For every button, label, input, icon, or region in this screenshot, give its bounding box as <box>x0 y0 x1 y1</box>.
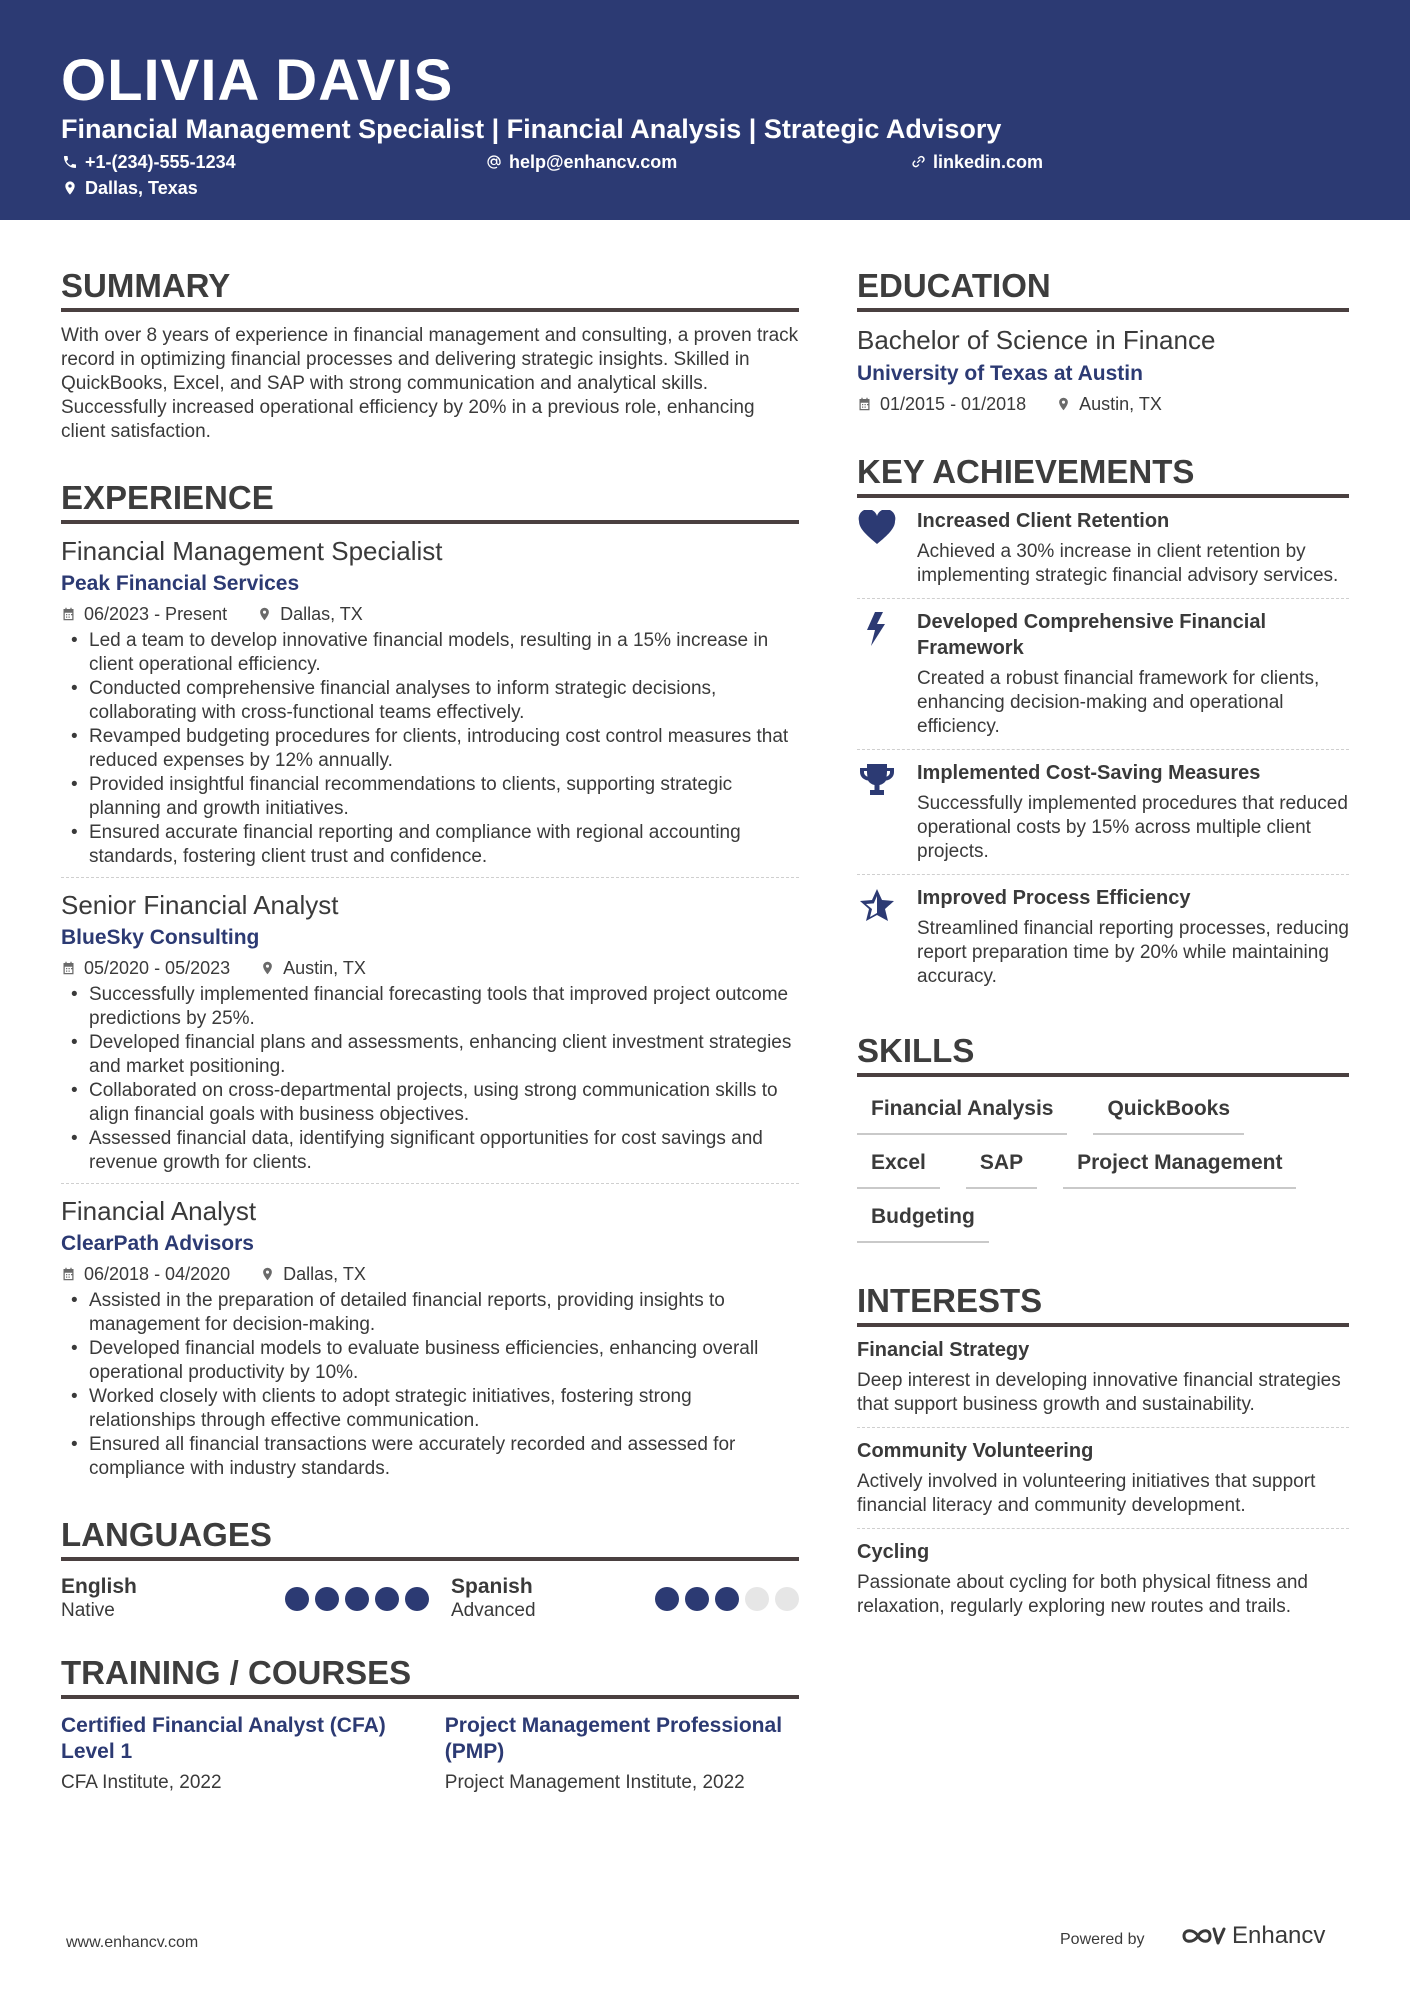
location-pin-icon <box>260 1266 275 1282</box>
rating-dot-filled <box>685 1587 709 1611</box>
job-entry <box>61 878 799 1184</box>
rating-dot-filled <box>375 1587 399 1611</box>
contact-linkedin[interactable] <box>910 151 1043 173</box>
rating-dot-empty <box>775 1587 799 1611</box>
achievement-title: Developed Comprehensive Financial Framework <box>917 611 1266 659</box>
job-entry <box>61 524 799 878</box>
interest-title: Cycling <box>857 1541 930 1563</box>
calendar-icon <box>857 396 872 412</box>
interest-desc: Deep interest in developing innovative financial strategies that support business growth and sustainability. <box>857 1370 1341 1415</box>
achievement-title: Improved Process Efficiency <box>917 887 1191 909</box>
bolt-icon <box>857 611 897 647</box>
language-item <box>451 1575 799 1623</box>
trophy-icon <box>857 762 897 798</box>
skill-tag: QuickBooks <box>1093 1095 1244 1135</box>
footer-url[interactable]: www.enhancv.com <box>66 1934 199 1951</box>
summary-text: With over 8 years of experience in financial management and consulting, a proven track record in optimizing financial processes and delivering strategic insights. Skilled in QuickBooks, Excel, and SAP with strong communication and analytical skills. Successfully increased operational efficiency by 20% in a previous role, enhancing client satisfaction. <box>61 325 799 442</box>
skills-section <box>857 1031 1349 1243</box>
linkedin-text: linkedin.com <box>933 152 1044 172</box>
language-rating <box>655 1587 799 1611</box>
skill-tag: SAP <box>966 1149 1037 1189</box>
contact-email[interactable] <box>486 151 677 173</box>
training-heading: TRAINING / COURSES <box>61 1653 799 1699</box>
achievement-desc: Successfully implemented procedures that reduced operational costs by 15% across multiple client projects. <box>917 793 1348 862</box>
left-column <box>61 266 799 1829</box>
skill-tag: Budgeting <box>857 1203 989 1243</box>
achievement-title: Increased Client Retention <box>917 510 1170 532</box>
phone-text: +1-(234)-555-1234 <box>85 152 236 172</box>
job-bullets <box>61 1289 799 1481</box>
job-entry <box>61 1184 799 1489</box>
skills-heading: SKILLS <box>857 1031 1349 1077</box>
rating-dot-filled <box>345 1587 369 1611</box>
summary-heading: SUMMARY <box>61 266 799 312</box>
job-dates: 05/2020 - 05/2023 <box>84 958 231 978</box>
interest-desc: Actively involved in volunteering initiatives that support financial literacy and community development. <box>857 1471 1316 1516</box>
phone-icon <box>62 154 78 170</box>
skill-tag: Excel <box>857 1149 940 1189</box>
experience-heading: EXPERIENCE <box>61 478 799 524</box>
bullet-item: • Worked closely with clients to adopt strategic initiatives, fostering strong relationships through effective communication. <box>61 1385 799 1433</box>
languages-heading: LANGUAGES <box>61 1515 799 1561</box>
job-title: Financial Management Specialist <box>61 536 443 566</box>
interest-item <box>857 1327 1349 1428</box>
contact-phone <box>62 151 236 173</box>
heart-icon <box>857 510 897 546</box>
achievement-desc: Created a robust financial framework for clients, enhancing decision-making and operational efficiency. <box>917 668 1320 737</box>
resume-header <box>0 0 1410 220</box>
at-icon <box>486 154 502 170</box>
rating-dot-filled <box>655 1587 679 1611</box>
location-pin-icon <box>260 960 275 976</box>
language-level: Native <box>61 1600 115 1621</box>
interest-title: Community Volunteering <box>857 1440 1094 1462</box>
achievement-item <box>857 599 1349 750</box>
degree-title: Bachelor of Science in Finance <box>857 325 1216 355</box>
company-name: ClearPath Advisors <box>61 1232 254 1255</box>
bullet-item: • Ensured accurate financial reporting and compliance with regional accounting standards, fostering client trust and confidence. <box>61 821 799 869</box>
enhancv-logo-icon <box>1180 1923 1226 1949</box>
candidate-headline: Financial Management Specialist | Financial Analysis | Strategic Advisory <box>61 114 1002 144</box>
languages-list <box>61 1575 799 1623</box>
achievement-item <box>857 875 1349 999</box>
rating-dot-filled <box>405 1587 429 1611</box>
company-name: BlueSky Consulting <box>61 926 260 949</box>
language-name: Spanish <box>451 1575 533 1598</box>
education-location: Austin, TX <box>1079 394 1162 414</box>
job-bullets <box>61 629 799 869</box>
rating-dot-filled <box>715 1587 739 1611</box>
course-title: Project Management Professional (PMP) <box>444 1714 783 1763</box>
bullet-item: • Led a team to develop innovative financial models, resulting in a 15% increase in client operational efficiency. <box>61 629 799 677</box>
skills-list <box>857 1095 1349 1243</box>
job-location: Austin, TX <box>283 958 366 978</box>
language-rating <box>285 1587 429 1611</box>
interest-item <box>857 1428 1349 1529</box>
job-title: Financial Analyst <box>61 1196 257 1226</box>
experience-section <box>61 478 799 1489</box>
skill-tag: Financial Analysis <box>857 1095 1067 1135</box>
rating-dot-filled <box>285 1587 309 1611</box>
email-text: help@enhancv.com <box>509 152 678 172</box>
bullet-item: • Ensured all financial transactions were accurately recorded and assessed for compliance with industry standards. <box>61 1433 799 1481</box>
bullet-item: • Revamped budgeting procedures for clients, introducing cost control measures that reduced expenses by 12% annually. <box>61 725 799 773</box>
education-section <box>857 266 1349 416</box>
interests-heading: INTERESTS <box>857 1281 1349 1327</box>
languages-section <box>61 1515 799 1623</box>
achievement-title: Implemented Cost-Saving Measures <box>917 762 1261 784</box>
education-heading: EDUCATION <box>857 266 1349 312</box>
interest-item <box>857 1529 1349 1629</box>
interest-desc: Passionate about cycling for both physical fitness and relaxation, regularly exploring new routes and trails. <box>857 1572 1308 1617</box>
course-org: Project Management Institute, 2022 <box>444 1772 745 1793</box>
achievement-item <box>857 498 1349 599</box>
achievements-heading: KEY ACHIEVEMENTS <box>857 452 1349 498</box>
calendar-icon <box>61 1266 76 1282</box>
location-text: Dallas, Texas <box>85 178 198 198</box>
language-name: English <box>61 1575 137 1598</box>
bullet-item: • Assisted in the preparation of detailed financial reports, providing insights to management for decision-making. <box>61 1289 799 1337</box>
star-icon <box>857 887 897 923</box>
bullet-item: • Successfully implemented financial forecasting tools that improved project outcome predictions by 25%. <box>61 983 799 1031</box>
job-meta <box>61 1262 799 1286</box>
bullet-item: • Provided insightful financial recommendations to clients, supporting strategic planning and growth initiatives. <box>61 773 799 821</box>
language-item <box>61 1575 451 1623</box>
job-dates: 06/2018 - 04/2020 <box>84 1264 231 1284</box>
course-item <box>61 1713 445 1795</box>
company-name: Peak Financial Services <box>61 572 300 595</box>
school-name: University of Texas at Austin <box>857 362 1143 385</box>
course-item <box>445 1713 799 1795</box>
location-pin-icon <box>62 180 78 196</box>
education-dates: 01/2015 - 01/2018 <box>880 394 1027 414</box>
job-location: Dallas, TX <box>280 604 363 624</box>
calendar-icon <box>61 606 76 622</box>
location-pin-icon <box>1056 396 1071 412</box>
bullet-item: • Developed financial models to evaluate business efficiencies, enhancing overall operational productivity by 10%. <box>61 1337 799 1385</box>
job-meta <box>61 956 799 980</box>
job-meta <box>61 602 799 626</box>
course-title: Certified Financial Analyst (CFA) Level 1 <box>61 1714 386 1763</box>
interest-title: Financial Strategy <box>857 1339 1030 1361</box>
courses-list <box>61 1713 799 1795</box>
calendar-icon <box>61 960 76 976</box>
course-org: CFA Institute, 2022 <box>61 1772 222 1793</box>
training-section <box>61 1653 799 1795</box>
rating-dot-empty <box>745 1587 769 1611</box>
brand-logo[interactable] <box>1180 1922 1325 1950</box>
job-title: Senior Financial Analyst <box>61 890 339 920</box>
link-icon <box>910 154 926 170</box>
bullet-item: • Developed financial plans and assessments, enhancing client investment strategies and market positioning. <box>61 1031 799 1079</box>
skill-tag: Project Management <box>1063 1149 1296 1189</box>
achievement-item <box>857 750 1349 875</box>
job-bullets <box>61 983 799 1175</box>
job-dates: 06/2023 - Present <box>84 604 228 624</box>
bullet-item: • Conducted comprehensive financial analyses to inform strategic decisions, collaborating with cross-functional teams effectively. <box>61 677 799 725</box>
bullet-item: • Collaborated on cross-departmental projects, using strong communication skills to align financial goals with business objectives. <box>61 1079 799 1127</box>
interests-section <box>857 1281 1349 1629</box>
education-meta <box>857 392 1349 416</box>
brand-name: Enhancv <box>1232 1922 1326 1949</box>
rating-dot-filled <box>315 1587 339 1611</box>
language-level: Advanced <box>451 1600 536 1621</box>
achievement-desc: Achieved a 30% increase in client retention by implementing strategic financial advisory services. <box>917 541 1339 586</box>
achievement-desc: Streamlined financial reporting processes, reducing report preparation time by 20% while maintaining accuracy. <box>917 918 1349 987</box>
candidate-name: OLIVIA DAVIS <box>61 48 454 113</box>
right-column <box>857 266 1349 1663</box>
job-location: Dallas, TX <box>283 1264 366 1284</box>
achievements-section <box>857 452 1349 999</box>
bullet-item: • Assessed financial data, identifying significant opportunities for cost savings and revenue growth for clients. <box>61 1127 799 1175</box>
powered-by-label: Powered by <box>1060 1931 1145 1948</box>
summary-section <box>61 266 799 444</box>
location-pin-icon <box>257 606 272 622</box>
contact-location <box>62 177 198 199</box>
